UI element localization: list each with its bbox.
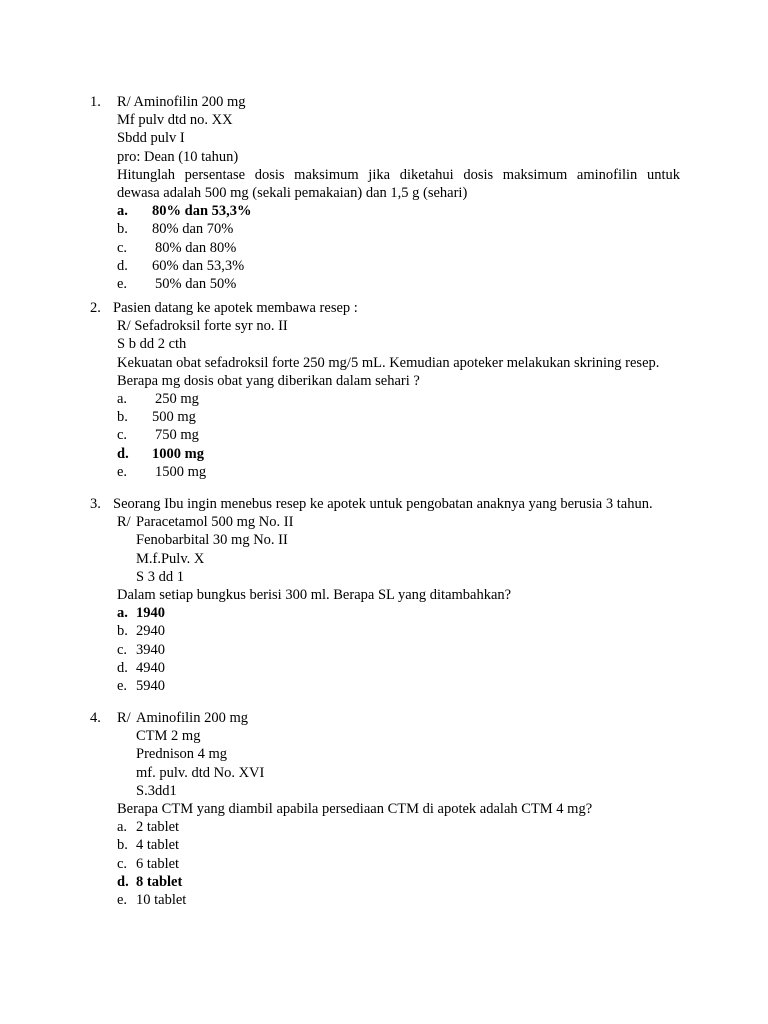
answer-option-e <box>117 463 680 481</box>
answer-option-e <box>117 891 680 909</box>
option-letter: d. <box>117 873 129 890</box>
answer-option-b <box>117 220 680 238</box>
option-letter: b. <box>117 837 128 854</box>
question-line: R/ Sefadroksil forte syr no. II <box>117 318 288 335</box>
rx-item: mf. pulv. dtd No. XVI <box>136 764 265 781</box>
question-line: Hitunglah persentase dosis maksimum jika diketahui dosis maksimum aminofilin untuk <box>117 166 680 183</box>
answer-option-d <box>117 873 680 891</box>
answer-option-d <box>117 257 680 275</box>
question-number: 3. <box>90 496 101 512</box>
option-text: 80% dan 53,3% <box>152 203 252 220</box>
option-text: 1940 <box>136 605 165 622</box>
answer-option-a <box>117 390 680 408</box>
rx-item: S.3dd1 <box>136 782 177 799</box>
option-text: 250 mg <box>155 390 199 407</box>
option-letter: c. <box>117 427 128 444</box>
rx-item: CTM 2 mg <box>136 728 201 745</box>
answer-option-d <box>117 659 680 677</box>
option-letter: a. <box>117 819 128 836</box>
question-line: Berapa mg dosis obat yang diberikan dalam sehari ? <box>117 372 420 389</box>
answer-option-c <box>117 641 680 659</box>
option-text: 1500 mg <box>155 463 207 480</box>
answer-option-b <box>117 836 680 854</box>
option-text: 8 tablet <box>136 873 183 890</box>
option-text: 5940 <box>136 677 165 694</box>
option-letter: a. <box>117 390 128 407</box>
answer-option-d <box>117 445 680 463</box>
question-body <box>117 93 680 293</box>
option-letter: e. <box>117 463 128 480</box>
answer-option-c <box>117 426 680 444</box>
option-text: 4 tablet <box>136 837 180 854</box>
option-text: 4940 <box>136 659 165 676</box>
question-line: Kekuatan obat sefadroksil forte 250 mg/5 mL. Kemudian apoteker melakukan skrining resep. <box>117 354 660 371</box>
question-body <box>113 495 680 695</box>
option-text: 1000 mg <box>152 445 204 462</box>
rx-item: M.f.Pulv. X <box>136 550 205 567</box>
question-line: dewasa adalah 500 mg (sekali pemakaian) dan 1,5 g (sehari) <box>117 184 468 201</box>
option-letter: b. <box>117 409 128 426</box>
question-line: Mf pulv dtd no. XX <box>117 112 233 129</box>
option-letter: d. <box>117 445 129 462</box>
option-text: 60% dan 53,3% <box>152 257 245 274</box>
option-text: 2 tablet <box>136 819 180 836</box>
prescription-line <box>117 513 680 531</box>
question-number: 1. <box>90 94 101 110</box>
prescription-line <box>117 709 680 727</box>
option-letter: b. <box>117 623 128 640</box>
rx-item: Fenobarbital 30 mg No. II <box>136 532 288 549</box>
question-line: R/ Aminofilin 200 mg <box>117 94 246 110</box>
option-text: 50% dan 50% <box>155 275 237 292</box>
answer-option-a <box>117 818 680 836</box>
question-1 <box>90 93 680 293</box>
option-text: 80% dan 80% <box>155 239 237 256</box>
answer-option-b <box>117 408 680 426</box>
rx-item: Prednison 4 mg <box>136 746 228 763</box>
option-letter: e. <box>117 677 128 694</box>
rx-item: S 3 dd 1 <box>136 568 184 585</box>
option-letter: e. <box>117 891 128 908</box>
question-4 <box>90 709 680 909</box>
question-3 <box>90 495 680 695</box>
answer-option-a <box>117 604 680 622</box>
answer-option-c <box>117 239 680 257</box>
question-number: 2. <box>90 300 101 316</box>
option-letter: b. <box>117 221 128 238</box>
option-letter: c. <box>117 239 128 256</box>
answer-option-e <box>117 677 680 695</box>
question-line: Pasien datang ke apotek membawa resep : <box>113 300 358 316</box>
option-text: 3940 <box>136 641 165 658</box>
question-text: Berapa CTM yang diambil apabila persediaan CTM di apotek adalah CTM 4 mg? <box>117 800 593 817</box>
question-number: 4. <box>90 710 101 726</box>
question-2 <box>90 299 680 481</box>
option-text: 80% dan 70% <box>152 221 234 238</box>
option-letter: d. <box>117 659 128 676</box>
option-text: 6 tablet <box>136 855 180 872</box>
rx-item: Aminofilin 200 mg <box>136 710 248 726</box>
question-text: Dalam setiap bungkus berisi 300 ml. Berapa SL yang ditambahkan? <box>117 586 512 603</box>
question-line: S b dd 2 cth <box>117 336 187 353</box>
rx-prefix: R/ <box>117 514 131 531</box>
question-line: pro: Dean (10 tahun) <box>117 148 239 165</box>
option-letter: a. <box>117 605 128 622</box>
option-text: 500 mg <box>152 409 196 426</box>
option-text: 750 mg <box>155 427 199 444</box>
option-text: 10 tablet <box>136 891 187 908</box>
option-letter: d. <box>117 257 128 274</box>
option-letter: e. <box>117 275 128 292</box>
option-letter: c. <box>117 641 128 658</box>
question-body <box>113 299 680 481</box>
answer-option-a <box>117 202 680 220</box>
question-intro: Seorang Ibu ingin menebus resep ke apotek untuk pengobatan anaknya yang berusia 3 tahun. <box>113 496 653 512</box>
answer-option-b <box>117 622 680 640</box>
rx-item: Paracetamol 500 mg No. II <box>136 514 294 531</box>
option-text: 2940 <box>136 623 165 640</box>
question-body <box>117 709 680 909</box>
rx-prefix: R/ <box>117 710 131 726</box>
answer-option-c <box>117 855 680 873</box>
question-line: Sbdd pulv I <box>117 130 185 147</box>
option-letter: a. <box>117 203 128 220</box>
option-letter: c. <box>117 855 128 872</box>
answer-option-e <box>117 275 680 293</box>
